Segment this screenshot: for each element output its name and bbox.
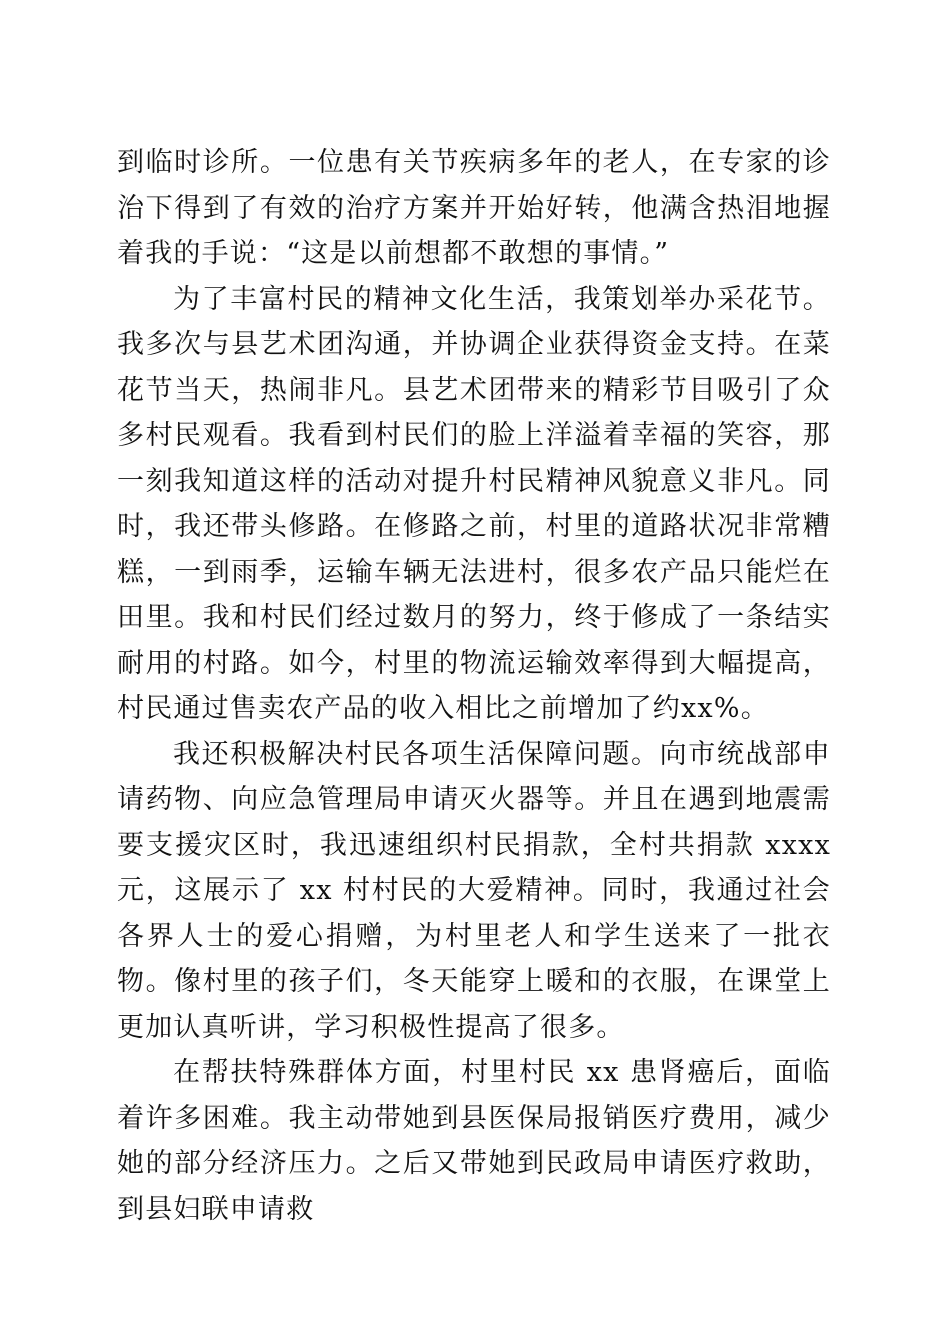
paragraph-special-groups: 在帮扶特殊群体方面，村里村民 xx 患肾癌后，面临着许多困难。我主动带她到县医保局报销医疗费用，减少她的部分经济压力。之后又带她到民政局申请医疗救助，到县妇联申请救 [117,1057,831,1225]
paragraph-living-support: 我还积极解决村民各项生活保障问题。向市统战部申请药物、向应急管理局申请灭火器等。并且在遇到地震需要支援灾区时，我迅速组织村民捐款，全村共捐款 xxxx 元，这展示了 xx 村村民的大爱精神。同时，我通过社会各界人士的爱心捐赠，为村里老人和学生送来了一批衣物。像村里的孩子们，冬天能穿上暖和的衣服，在课堂上更加认真听讲，学习积极性提高了很多。 [117,738,831,1043]
paragraph-continued: 到临时诊所。一位患有关节疾病多年的老人，在专家的诊治下得到了有效的治疗方案并开始好转，他满含热泪地握着我的手说：“这是以前想都不敢想的事情。” [117,147,831,269]
document-body [117,140,831,1232]
paragraph-flower-festival-road: 为了丰富村民的精神文化生活，我策划举办采花节。我多次与县艺术团沟通，并协调企业获得资金支持。在菜花节当天，热闹非凡。县艺术团带来的精彩节目吸引了众多村民观看。我看到村民们的脸上洋溢着幸福的笑容，那一刻我知道这样的活动对提升村民精神风貌意义非凡。同时，我还带头修路。在修路之前，村里的道路状况非常糟糕，一到雨季，运输车辆无法进村，很多农产品只能烂在田里。我和村民们经过数月的努力，终于修成了一条结实耐用的村路。如今，村里的物流运输效率得到大幅提高，村民通过售卖农产品的收入相比之前增加了约xx%。 [117,283,831,724]
